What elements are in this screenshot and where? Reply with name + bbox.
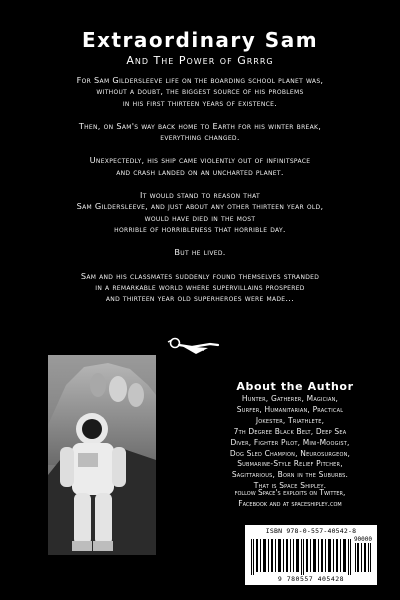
about-author-text: [186, 394, 394, 492]
about-line: 7th Degree Black Belt, Deep Sea: [233, 426, 347, 436]
blurb-line: without a doubt, the biggest source of his problems: [96, 86, 304, 97]
blurb-line: But he lived.: [174, 247, 226, 258]
about-line: Diver, Fighter Pilot, Mini-Moogist,: [230, 437, 350, 447]
about-line: Surfer, Humanitarian, Practical: [236, 404, 344, 414]
book-title: Extraordinary Sam: [81, 28, 319, 52]
blurb-line: everything changed.: [160, 132, 240, 143]
price-code: 90000: [353, 536, 372, 543]
about-line: That is Space Shipley.: [253, 481, 327, 491]
blurb-line: horrible of horribleness that horrible day.: [114, 223, 286, 234]
isbn-number: ISBN 978-0-557-40542-8: [265, 527, 357, 535]
blurb-line: in a remarkable world where supervillains prospered: [95, 281, 305, 292]
book-subtitle: And The Power of Grrrg: [126, 54, 274, 67]
barcode-bars: [249, 539, 373, 575]
blurb-line: in his first thirteen years of existence.: [122, 97, 278, 108]
blurb-line: and crash landed on an uncharted planet.: [116, 166, 284, 177]
blurb-line: Unexpectedly, his ship came violently out of infinitspace: [89, 155, 311, 166]
follow-line: Facebook and at spaceshipley.com: [238, 498, 342, 508]
blurb-paragraph-3: [28, 155, 372, 178]
blurb-line: Sam Gildersleeve, and just about any other thirteen year old,: [76, 201, 324, 212]
about-line: Hunter, Gatherer, Magician,: [241, 394, 339, 403]
about-line: Sagittarious, Born in the Suburbs.: [231, 470, 349, 480]
blurb-paragraph-2: [28, 121, 372, 144]
flying-hero-icon: [166, 336, 222, 356]
follow-line: follow Space's exploits on Twitter,: [234, 488, 346, 497]
author-photo: [48, 355, 156, 555]
blurb-paragraph-6: [28, 271, 372, 305]
blurb-line: It would stand to reason that: [140, 190, 260, 201]
blurb-paragraph-1: [28, 75, 372, 109]
astronaut-image: [48, 355, 156, 555]
blurb-line: Then, on Sam's way back home to Earth for his winter break,: [78, 120, 322, 131]
isbn-barcode: [245, 525, 377, 585]
blurb-line: and thirteen year old superheroes were made...: [105, 293, 295, 304]
ean-number: 9 780557 405428: [277, 575, 345, 583]
blurb-paragraph-4: [28, 190, 372, 235]
about-author-heading: About the Author: [236, 380, 354, 393]
follow-author-text: [186, 488, 394, 509]
blurb-paragraph-5: [28, 247, 372, 258]
blurb-line: Sam and his classmates suddenly found themselves stranded: [80, 270, 320, 281]
about-line: Jokester, Triathlete,: [255, 415, 325, 425]
blurb-line: would have died in the most: [144, 212, 256, 223]
about-line: Submarine-Style Relief Pitcher,: [237, 459, 343, 469]
blurb-line: For Sam Gildersleeve life on the boarding school planet was,: [76, 75, 324, 85]
about-line: Dog Sled Champion, Neurosurgeon,: [229, 448, 351, 458]
back-cover-blurb: [28, 75, 372, 316]
